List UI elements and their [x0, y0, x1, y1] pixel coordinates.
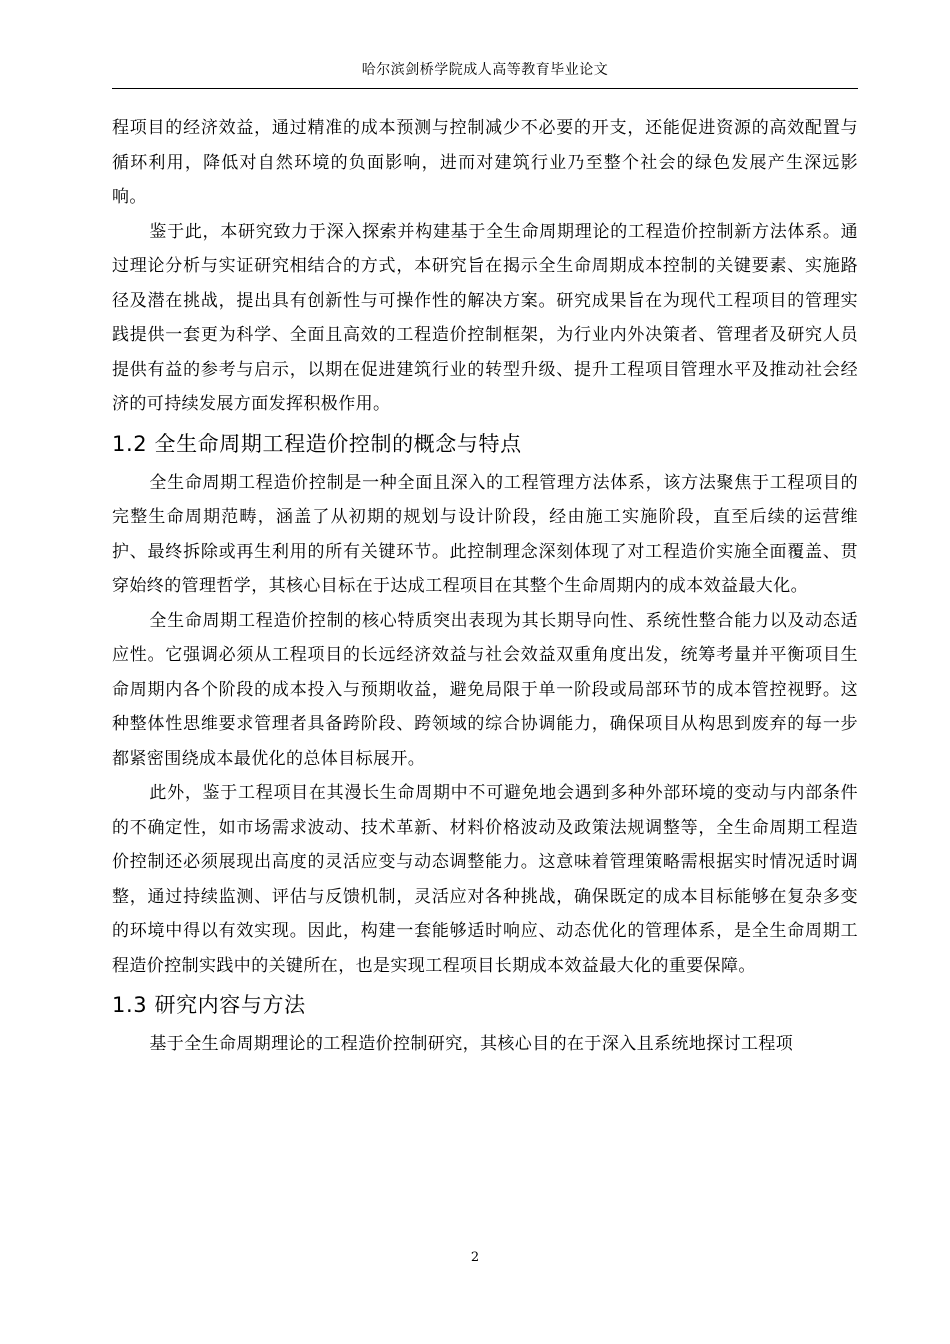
- paragraph-research-aim: 鉴于此，本研究致力于深入探索并构建基于全生命周期理论的工程造价控制新方法体系。通过理论分析与实证研究相结合的方式，本研究旨在揭示全生命周期成本控制的关键要素、实施路径及潜在挑战，提出具有创新性与可操作性的解决方案。研究成果旨在为现代工程项目的管理实践提供一套更为科学、全面且高效的工程造价控制框架，为行业内外决策者、管理者及研究人员提供有益的参考与启示，以期在促进建筑行业的转型升级、提升工程项目管理水平及推动社会经济的可持续发展方面发挥积极作用。: [112, 221, 858, 414]
- header-title: 哈尔滨剑桥学院成人高等教育毕业论文: [361, 62, 609, 78]
- paragraph-concept: 全生命周期工程造价控制是一种全面且深入的工程管理方法体系，该方法聚焦于工程项目的完整生命周期范畴，涵盖了从初期的规划与设计阶段，经由施工实施阶段，直至后续的运营维护、最终拆除或再生利用的所有关键环节。此控制理念深刻体现了对工程造价实施全面覆盖、贯穿始终的管理哲学，其核心目标在于达成工程项目在其整个生命周期内的成本效益最大化。: [112, 472, 858, 596]
- paragraph-continuation: 程项目的经济效益，通过精准的成本预测与控制减少不必要的开支，还能促进资源的高效配置与循环利用，降低对自然环境的负面影响，进而对建筑行业乃至整个社会的绿色发展产生深远影响。: [112, 118, 858, 207]
- paragraph-characteristics: 全生命周期工程造价控制的核心特质突出表现为其长期导向性、系统性整合能力以及动态适应性。它强调必须从工程项目的长远经济效益与社会效益双重角度出发，统筹考量并平衡项目生命周期内各个阶段的成本投入与预期收益，避免局限于单一阶段或局部环节的成本管控视野。这种整体性思维要求管理者具备跨阶段、跨领域的综合协调能力，确保项目从构思到废弃的每一步都紧密围绕成本最优化的总体目标展开。: [112, 610, 858, 769]
- section-heading-1-3: 1.3 研究内容与方法: [112, 993, 306, 1017]
- page-number: 2: [470, 1250, 480, 1265]
- section-heading-1-2: 1.2 全生命周期工程造价控制的概念与特点: [112, 431, 522, 456]
- paragraph-dynamic-adaptation: 此外，鉴于工程项目在其漫长生命周期中不可避免地会遇到多种外部环境的变动与内部条件的不确定性，如市场需求波动、技术革新、材料价格波动及政策法规调整等，全生命周期工程造价控制还必须展现出高度的灵活应变与动态调整能力。这意味着管理策略需根据实时情况适时调整，通过持续监测、评估与反馈机制，灵活应对各种挑战，确保既定的成本目标能够在复杂多变的环境中得以有效实现。因此，构建一套能够适时响应、动态优化的管理体系，是全生命周期工程造价控制实践中的关键所在，也是实现工程项目长期成本效益最大化的重要保障。: [112, 783, 858, 976]
- document-body: [112, 111, 858, 1062]
- page-header: [112, 58, 858, 89]
- paragraph-research-content: 基于全生命周期理论的工程造价控制研究，其核心目的在于深入且系统地探讨工程项: [149, 1034, 794, 1054]
